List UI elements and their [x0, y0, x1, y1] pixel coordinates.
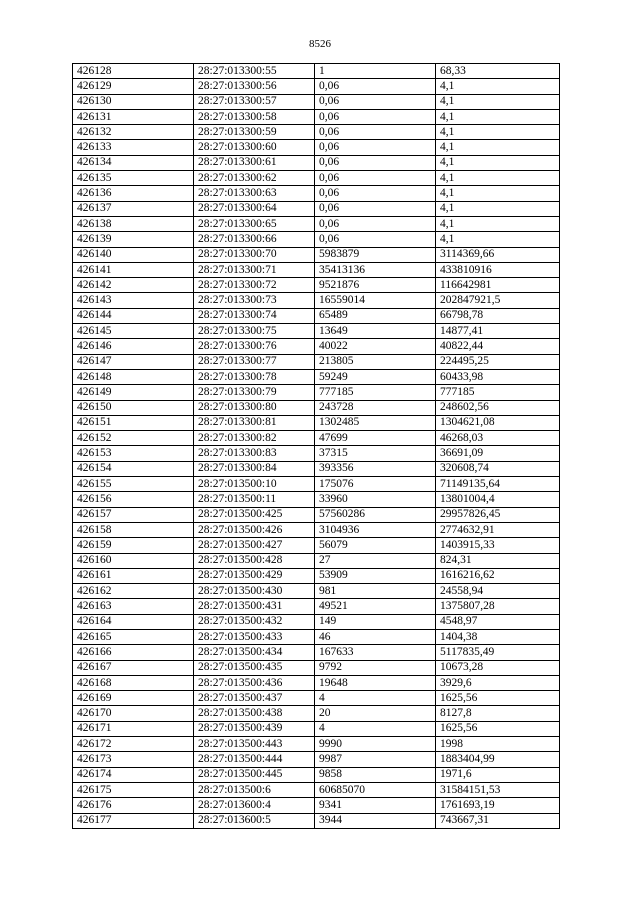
value-cell: 248602,56 [436, 400, 560, 415]
value-cell: 71149135,64 [436, 477, 560, 492]
value-cell: 4,1 [436, 171, 560, 186]
area-cell: 167633 [315, 645, 436, 660]
cadastral-number-cell: 28:27:013500:10 [194, 477, 315, 492]
area-cell: 9521876 [315, 278, 436, 293]
row-number-cell: 426134 [73, 155, 194, 170]
cadastral-number-cell: 28:27:013300:78 [194, 369, 315, 384]
table-row [73, 354, 560, 369]
table-row [73, 813, 560, 828]
table-row [73, 308, 560, 323]
area-cell: 0,06 [315, 201, 436, 216]
table-row [73, 752, 560, 767]
area-cell: 0,06 [315, 186, 436, 201]
area-cell: 13649 [315, 324, 436, 339]
area-cell: 0,06 [315, 216, 436, 231]
cadastral-number-cell: 28:27:013300:72 [194, 278, 315, 293]
cadastral-number-cell: 28:27:013500:434 [194, 645, 315, 660]
cadastral-number-cell: 28:27:013500:430 [194, 584, 315, 599]
row-number-cell: 426169 [73, 691, 194, 706]
area-cell: 213805 [315, 354, 436, 369]
value-cell: 1625,56 [436, 721, 560, 736]
table-row [73, 369, 560, 384]
area-cell: 59249 [315, 369, 436, 384]
cadastral-number-cell: 28:27:013500:6 [194, 782, 315, 797]
value-cell: 2774632,91 [436, 522, 560, 537]
row-number-cell: 426168 [73, 675, 194, 690]
area-cell: 53909 [315, 568, 436, 583]
table-row [73, 216, 560, 231]
cadastral-number-cell: 28:27:013300:73 [194, 293, 315, 308]
table-body [73, 64, 560, 829]
area-cell: 0,06 [315, 140, 436, 155]
table-row [73, 660, 560, 675]
row-number-cell: 426173 [73, 752, 194, 767]
cadastral-number-cell: 28:27:013300:74 [194, 308, 315, 323]
value-cell: 4,1 [436, 140, 560, 155]
row-number-cell: 426156 [73, 492, 194, 507]
row-number-cell: 426138 [73, 216, 194, 231]
row-number-cell: 426146 [73, 339, 194, 354]
row-number-cell: 426166 [73, 645, 194, 660]
area-cell: 46 [315, 629, 436, 644]
value-cell: 60433,98 [436, 369, 560, 384]
value-cell: 1616216,62 [436, 568, 560, 583]
cadastral-number-cell: 28:27:013300:55 [194, 64, 315, 79]
value-cell: 4,1 [436, 155, 560, 170]
table-row [73, 125, 560, 140]
row-number-cell: 426147 [73, 354, 194, 369]
value-cell: 1404,38 [436, 629, 560, 644]
value-cell: 4,1 [436, 109, 560, 124]
value-cell: 777185 [436, 385, 560, 400]
table-row [73, 798, 560, 813]
row-number-cell: 426135 [73, 171, 194, 186]
area-cell: 0,06 [315, 232, 436, 247]
value-cell: 24558,94 [436, 584, 560, 599]
row-number-cell: 426162 [73, 584, 194, 599]
cadastral-number-cell: 28:27:013500:443 [194, 737, 315, 752]
table-row [73, 538, 560, 553]
row-number-cell: 426177 [73, 813, 194, 828]
cadastral-number-cell: 28:27:013500:425 [194, 507, 315, 522]
area-cell: 4 [315, 691, 436, 706]
table-row [73, 568, 560, 583]
value-cell: 4,1 [436, 125, 560, 140]
row-number-cell: 426145 [73, 324, 194, 339]
value-cell: 36691,09 [436, 446, 560, 461]
cadastral-number-cell: 28:27:013500:431 [194, 599, 315, 614]
row-number-cell: 426142 [73, 278, 194, 293]
value-cell: 4548,97 [436, 614, 560, 629]
row-number-cell: 426167 [73, 660, 194, 675]
table-row [73, 629, 560, 644]
row-number-cell: 426165 [73, 629, 194, 644]
cadastral-number-cell: 28:27:013300:63 [194, 186, 315, 201]
row-number-cell: 426155 [73, 477, 194, 492]
row-number-cell: 426161 [73, 568, 194, 583]
area-cell: 35413136 [315, 262, 436, 277]
area-cell: 175076 [315, 477, 436, 492]
row-number-cell: 426129 [73, 79, 194, 94]
row-number-cell: 426131 [73, 109, 194, 124]
area-cell: 5983879 [315, 247, 436, 262]
value-cell: 1304621,08 [436, 415, 560, 430]
value-cell: 1998 [436, 737, 560, 752]
row-number-cell: 426141 [73, 262, 194, 277]
row-number-cell: 426137 [73, 201, 194, 216]
area-cell: 9341 [315, 798, 436, 813]
cadastral-number-cell: 28:27:013300:76 [194, 339, 315, 354]
value-cell: 10673,28 [436, 660, 560, 675]
table-row [73, 782, 560, 797]
row-number-cell: 426175 [73, 782, 194, 797]
value-cell: 31584151,53 [436, 782, 560, 797]
value-cell: 1761693,19 [436, 798, 560, 813]
cadastral-number-cell: 28:27:013500:437 [194, 691, 315, 706]
cadastral-number-cell: 28:27:013500:432 [194, 614, 315, 629]
table-row [73, 201, 560, 216]
area-cell: 0,06 [315, 79, 436, 94]
table-row [73, 262, 560, 277]
area-cell: 47699 [315, 431, 436, 446]
row-number-cell: 426139 [73, 232, 194, 247]
row-number-cell: 426170 [73, 706, 194, 721]
cadastral-number-cell: 28:27:013600:4 [194, 798, 315, 813]
cadastral-number-cell: 28:27:013500:429 [194, 568, 315, 583]
value-cell: 3114369,66 [436, 247, 560, 262]
table-row [73, 737, 560, 752]
table-row [73, 232, 560, 247]
cadastral-number-cell: 28:27:013500:426 [194, 522, 315, 537]
table-row [73, 675, 560, 690]
table-row [73, 767, 560, 782]
area-cell: 56079 [315, 538, 436, 553]
cadastral-number-cell: 28:27:013300:59 [194, 125, 315, 140]
area-cell: 393356 [315, 461, 436, 476]
table-row [73, 492, 560, 507]
row-number-cell: 426152 [73, 431, 194, 446]
value-cell: 4,1 [436, 201, 560, 216]
value-cell: 1625,56 [436, 691, 560, 706]
area-cell: 27 [315, 553, 436, 568]
table-row [73, 477, 560, 492]
value-cell: 4,1 [436, 232, 560, 247]
area-cell: 40022 [315, 339, 436, 354]
area-cell: 149 [315, 614, 436, 629]
cadastral-number-cell: 28:27:013300:83 [194, 446, 315, 461]
area-cell: 19648 [315, 675, 436, 690]
cadastral-number-cell: 28:27:013300:58 [194, 109, 315, 124]
table-row [73, 522, 560, 537]
value-cell: 14877,41 [436, 324, 560, 339]
value-cell: 4,1 [436, 186, 560, 201]
value-cell: 224495,25 [436, 354, 560, 369]
page-number: 8526 [309, 38, 331, 50]
row-number-cell: 426154 [73, 461, 194, 476]
area-cell: 0,06 [315, 94, 436, 109]
area-cell: 981 [315, 584, 436, 599]
table-row [73, 721, 560, 736]
value-cell: 1403915,33 [436, 538, 560, 553]
area-cell: 0,06 [315, 125, 436, 140]
row-number-cell: 426149 [73, 385, 194, 400]
row-number-cell: 426150 [73, 400, 194, 415]
cadastral-number-cell: 28:27:013300:62 [194, 171, 315, 186]
area-cell: 57560286 [315, 507, 436, 522]
table-row [73, 614, 560, 629]
cadastral-number-cell: 28:27:013500:11 [194, 492, 315, 507]
cadastral-number-cell: 28:27:013300:57 [194, 94, 315, 109]
table-row [73, 339, 560, 354]
area-cell: 0,06 [315, 171, 436, 186]
value-cell: 1883404,99 [436, 752, 560, 767]
cadastral-number-cell: 28:27:013300:56 [194, 79, 315, 94]
cadastral-number-cell: 28:27:013300:66 [194, 232, 315, 247]
row-number-cell: 426130 [73, 94, 194, 109]
cadastral-number-cell: 28:27:013500:435 [194, 660, 315, 675]
area-cell: 65489 [315, 308, 436, 323]
cadastral-number-cell: 28:27:013300:60 [194, 140, 315, 155]
row-number-cell: 426172 [73, 737, 194, 752]
table-row [73, 415, 560, 430]
table-row [73, 599, 560, 614]
row-number-cell: 426144 [73, 308, 194, 323]
cadastral-number-cell: 28:27:013600:5 [194, 813, 315, 828]
table-row [73, 140, 560, 155]
value-cell: 1971,6 [436, 767, 560, 782]
cadastral-number-cell: 28:27:013300:81 [194, 415, 315, 430]
table-row [73, 461, 560, 476]
row-number-cell: 426158 [73, 522, 194, 537]
row-number-cell: 426153 [73, 446, 194, 461]
area-cell: 49521 [315, 599, 436, 614]
value-cell: 68,33 [436, 64, 560, 79]
cadastral-number-cell: 28:27:013500:444 [194, 752, 315, 767]
row-number-cell: 426174 [73, 767, 194, 782]
table-row [73, 171, 560, 186]
cadastral-number-cell: 28:27:013500:427 [194, 538, 315, 553]
area-cell: 0,06 [315, 109, 436, 124]
table-row [73, 186, 560, 201]
row-number-cell: 426132 [73, 125, 194, 140]
table-row [73, 507, 560, 522]
row-number-cell: 426160 [73, 553, 194, 568]
area-cell: 243728 [315, 400, 436, 415]
value-cell: 46268,03 [436, 431, 560, 446]
cadastral-number-cell: 28:27:013300:79 [194, 385, 315, 400]
row-number-cell: 426163 [73, 599, 194, 614]
table-row [73, 94, 560, 109]
value-cell: 824,31 [436, 553, 560, 568]
value-cell: 1375807,28 [436, 599, 560, 614]
cadastral-number-cell: 28:27:013300:77 [194, 354, 315, 369]
table-row [73, 446, 560, 461]
table-row [73, 324, 560, 339]
area-cell: 1 [315, 64, 436, 79]
table-row [73, 385, 560, 400]
cadastral-number-cell: 28:27:013500:445 [194, 767, 315, 782]
cadastral-number-cell: 28:27:013300:80 [194, 400, 315, 415]
row-number-cell: 426164 [73, 614, 194, 629]
row-number-cell: 426133 [73, 140, 194, 155]
table-row [73, 645, 560, 660]
table-row [73, 109, 560, 124]
table-row [73, 400, 560, 415]
table-row [73, 691, 560, 706]
area-cell: 20 [315, 706, 436, 721]
value-cell: 29957826,45 [436, 507, 560, 522]
area-cell: 3944 [315, 813, 436, 828]
cadastral-number-cell: 28:27:013300:84 [194, 461, 315, 476]
table-row [73, 553, 560, 568]
table-row [73, 79, 560, 94]
table-row [73, 64, 560, 79]
value-cell: 3929,6 [436, 675, 560, 690]
table-row [73, 584, 560, 599]
cadastral-number-cell: 28:27:013300:64 [194, 201, 315, 216]
cadastral-number-cell: 28:27:013500:433 [194, 629, 315, 644]
table-row [73, 431, 560, 446]
value-cell: 116642981 [436, 278, 560, 293]
table-row [73, 155, 560, 170]
value-cell: 4,1 [436, 79, 560, 94]
data-table [72, 63, 560, 829]
table-row [73, 247, 560, 262]
cadastral-number-cell: 28:27:013300:61 [194, 155, 315, 170]
area-cell: 37315 [315, 446, 436, 461]
value-cell: 5117835,49 [436, 645, 560, 660]
value-cell: 66798,78 [436, 308, 560, 323]
area-cell: 777185 [315, 385, 436, 400]
row-number-cell: 426171 [73, 721, 194, 736]
row-number-cell: 426128 [73, 64, 194, 79]
area-cell: 16559014 [315, 293, 436, 308]
cadastral-number-cell: 28:27:013300:75 [194, 324, 315, 339]
table-row [73, 293, 560, 308]
cadastral-number-cell: 28:27:013300:71 [194, 262, 315, 277]
value-cell: 40822,44 [436, 339, 560, 354]
table-row [73, 278, 560, 293]
row-number-cell: 426143 [73, 293, 194, 308]
area-cell: 9987 [315, 752, 436, 767]
value-cell: 4,1 [436, 216, 560, 231]
value-cell: 202847921,5 [436, 293, 560, 308]
area-cell: 9858 [315, 767, 436, 782]
value-cell: 4,1 [436, 94, 560, 109]
area-cell: 33960 [315, 492, 436, 507]
area-cell: 4 [315, 721, 436, 736]
row-number-cell: 426136 [73, 186, 194, 201]
area-cell: 60685070 [315, 782, 436, 797]
cadastral-number-cell: 28:27:013300:65 [194, 216, 315, 231]
area-cell: 1302485 [315, 415, 436, 430]
cadastral-number-cell: 28:27:013300:70 [194, 247, 315, 262]
value-cell: 743667,31 [436, 813, 560, 828]
value-cell: 433810916 [436, 262, 560, 277]
area-cell: 3104936 [315, 522, 436, 537]
row-number-cell: 426157 [73, 507, 194, 522]
row-number-cell: 426176 [73, 798, 194, 813]
area-cell: 9792 [315, 660, 436, 675]
cadastral-number-cell: 28:27:013500:438 [194, 706, 315, 721]
row-number-cell: 426148 [73, 369, 194, 384]
area-cell: 9990 [315, 737, 436, 752]
cadastral-number-cell: 28:27:013500:428 [194, 553, 315, 568]
cadastral-number-cell: 28:27:013500:439 [194, 721, 315, 736]
value-cell: 320608,74 [436, 461, 560, 476]
value-cell: 8127,8 [436, 706, 560, 721]
row-number-cell: 426140 [73, 247, 194, 262]
area-cell: 0,06 [315, 155, 436, 170]
cadastral-number-cell: 28:27:013300:82 [194, 431, 315, 446]
table-row [73, 706, 560, 721]
row-number-cell: 426159 [73, 538, 194, 553]
value-cell: 13801004,4 [436, 492, 560, 507]
cadastral-number-cell: 28:27:013500:436 [194, 675, 315, 690]
row-number-cell: 426151 [73, 415, 194, 430]
